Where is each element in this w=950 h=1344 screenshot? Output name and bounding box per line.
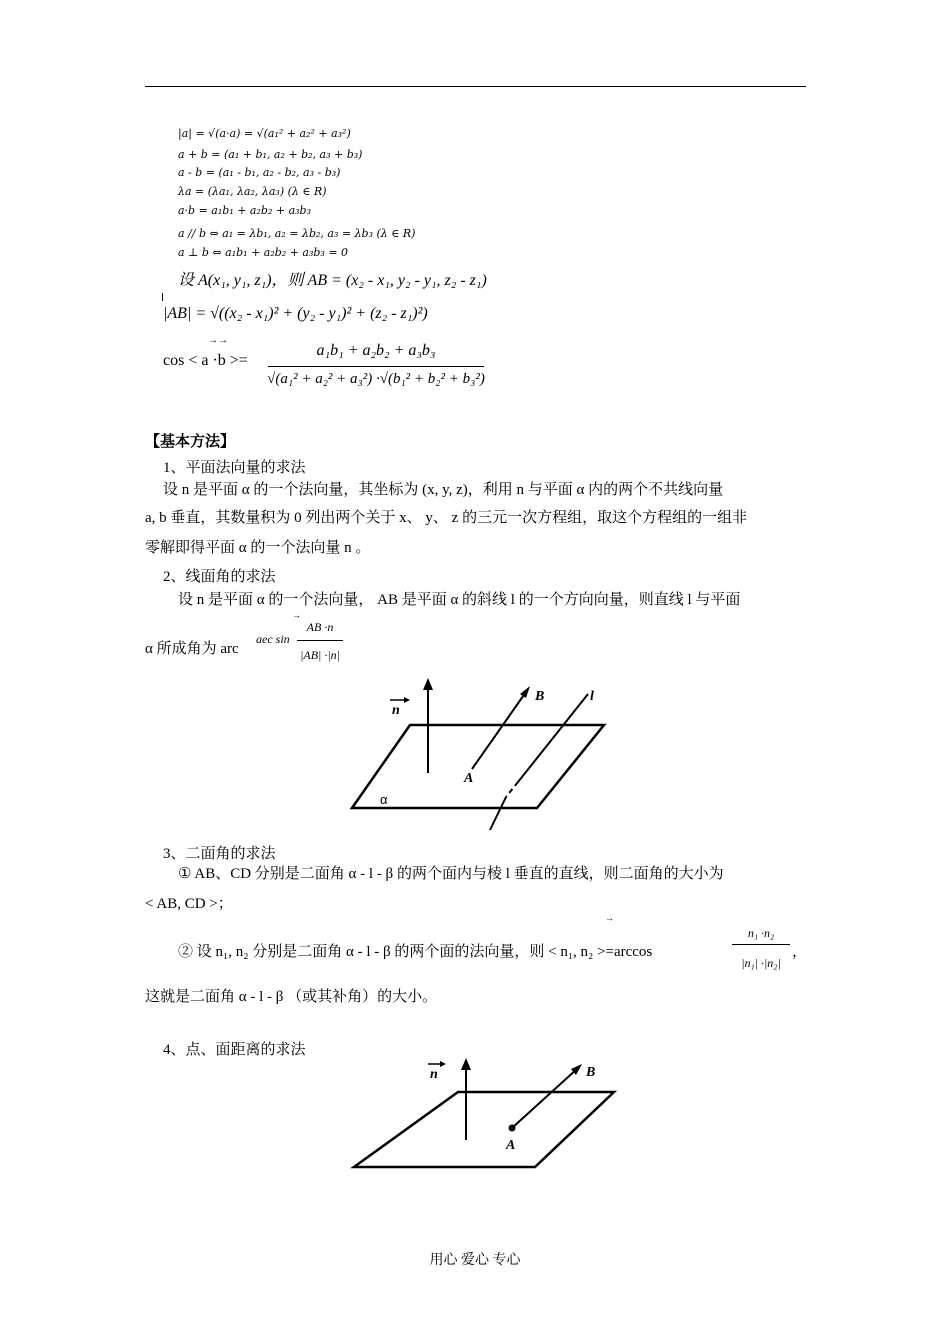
point-plane-distance-figure bbox=[340, 1050, 620, 1175]
vector-ab bbox=[472, 692, 526, 769]
cos-fraction-bar bbox=[268, 366, 484, 367]
method2-frac-numerator: AB ·n bbox=[306, 620, 334, 634]
formula-scalar-multiple: λa = (λa₁, λa₂, λa₃) (λ ∈ R) bbox=[178, 185, 327, 198]
line-l-lower bbox=[490, 797, 506, 830]
method3-p2-line2: 这就是二面角 α - l - β （或其补角）的大小。 bbox=[145, 989, 438, 1005]
label-n: n bbox=[392, 703, 400, 718]
label-b: B bbox=[535, 689, 545, 704]
label-b: B bbox=[586, 1065, 596, 1080]
line-plane-angle-figure bbox=[340, 670, 620, 840]
formula-vector-magnitude: |a| = √(a·a) = √(a₁² + a₂² + a₃²) bbox=[178, 127, 351, 140]
formula-perpendicular: a ⊥ b ⇔ a₁b₁ + a₂b₂ + a₃b₃ = 0 bbox=[178, 246, 349, 259]
method2-frac-denominator: |AB| ·|n| bbox=[300, 648, 340, 662]
line-l-upper bbox=[518, 694, 588, 782]
method1-line2: a, b 垂直，其数量积为 0 列出两个关于 x、 y、 z 的三元一次方程组，取这个方程组的一组非 bbox=[145, 510, 748, 526]
method2-function: aec sin bbox=[256, 632, 290, 646]
label-n: n bbox=[430, 1067, 438, 1082]
method1-line1: 设 n 是平面 α 的一个法向量，其坐标为 (x, y, z)，利用 n 与平面 α 内的两个不共线向量 bbox=[163, 482, 724, 498]
normal-arrowhead bbox=[423, 678, 433, 690]
method3-fraction-bar bbox=[732, 944, 790, 945]
vector-arrows-mark: →→ bbox=[208, 335, 228, 346]
vector-arrow-mark-2: → bbox=[605, 913, 614, 923]
plane-alpha bbox=[352, 725, 604, 808]
vector-ab bbox=[512, 1068, 578, 1128]
method1-heading: 1、平面法向量的求法 bbox=[163, 460, 306, 476]
formula-vector-sum: a + b = (a₁ + b₁, a₂ + b₂, a₃ + b₃) bbox=[178, 148, 363, 161]
section-title: 【基本方法】 bbox=[145, 434, 236, 450]
formula-cos-lhs: cos < a ·b >= bbox=[163, 352, 248, 369]
method3-frac-denominator: |n₁| ·|n₂| bbox=[741, 956, 781, 970]
method1-line3: 零解即得平面 α 的一个法向量 n 。 bbox=[145, 540, 371, 556]
method3-p1-line1: ① AB、CD 分别是二面角 α - l - β 的两个面内与棱 l 垂直的直线，则二面角的大小为 bbox=[178, 866, 724, 882]
method3-comma: ， bbox=[792, 944, 808, 960]
formula-ab-length: |AB| = √((x₂ - x₁)² + (y₂ - y₁)² + (z₂ - z₁)²) bbox=[163, 305, 428, 322]
normal-arrowhead bbox=[461, 1058, 471, 1070]
formula-vector-difference: a - b = (a₁ - b₁, a₂ - b₂, a₃ - b₃) bbox=[178, 166, 341, 179]
cos-numerator: a₁b₁ + a₂b₂ + a₃b₃ bbox=[316, 342, 436, 359]
method2-fraction-bar bbox=[297, 640, 343, 641]
cos-denominator: √(a₁² + a₂² + a₃²) ·√(b₁² + b₂² + b₃²) bbox=[267, 371, 485, 387]
method3-frac-numerator: n₁ ·n₂ bbox=[747, 926, 775, 940]
formula-parallel: a // b ⇔ a₁ = λb₁, a₂ = λb₂, a₃ = λb₃ (λ ∈ R) bbox=[178, 227, 416, 240]
n-label-arrowhead bbox=[440, 1061, 446, 1067]
method4-heading: 4、点、面距离的求法 bbox=[163, 1042, 306, 1058]
vector-arrow-mark: → bbox=[292, 610, 301, 620]
method2-heading: 2、线面角的求法 bbox=[163, 569, 276, 585]
n-label-arrowhead bbox=[404, 697, 410, 703]
method2-line2: α 所成角为 arc bbox=[145, 641, 239, 657]
label-a: A bbox=[464, 771, 474, 786]
label-a: A bbox=[506, 1138, 516, 1153]
formula-dot-product: a·b = a₁b₁ + a₂b₂ + a₃b₃ bbox=[178, 204, 311, 217]
method2-line1: 设 n 是平面 α 的一个法向量， AB 是平面 α 的斜线 l 的一个方向向量，则直线 l 与平面 bbox=[178, 592, 741, 608]
method3-p1-line2: < AB, CD >； bbox=[145, 896, 233, 912]
header-rule bbox=[145, 86, 806, 87]
line-l-hidden bbox=[506, 782, 518, 797]
point-a bbox=[509, 1125, 516, 1132]
method3-heading: 3、二面角的求法 bbox=[163, 846, 276, 862]
vector-ab-arrowhead bbox=[520, 686, 530, 698]
label-l: l bbox=[590, 689, 594, 704]
formula-bracket-mark bbox=[162, 293, 163, 301]
plane bbox=[354, 1092, 614, 1167]
method3-p2-line1: ② 设 n₁, n₂ 分别是二面角 α - l - β 的两个面的法向量，则 < n₁, n₂ >=arccos bbox=[178, 944, 653, 960]
formula-ab-vector: 设 A(x₁, y₁, z₁)，则 AB = (x₂ - x₁, y₂ - y₁, z₂ - z₁) bbox=[178, 272, 487, 289]
label-alpha: α bbox=[380, 792, 388, 807]
page-footer: 用心 爱心 专心 bbox=[429, 1253, 521, 1268]
